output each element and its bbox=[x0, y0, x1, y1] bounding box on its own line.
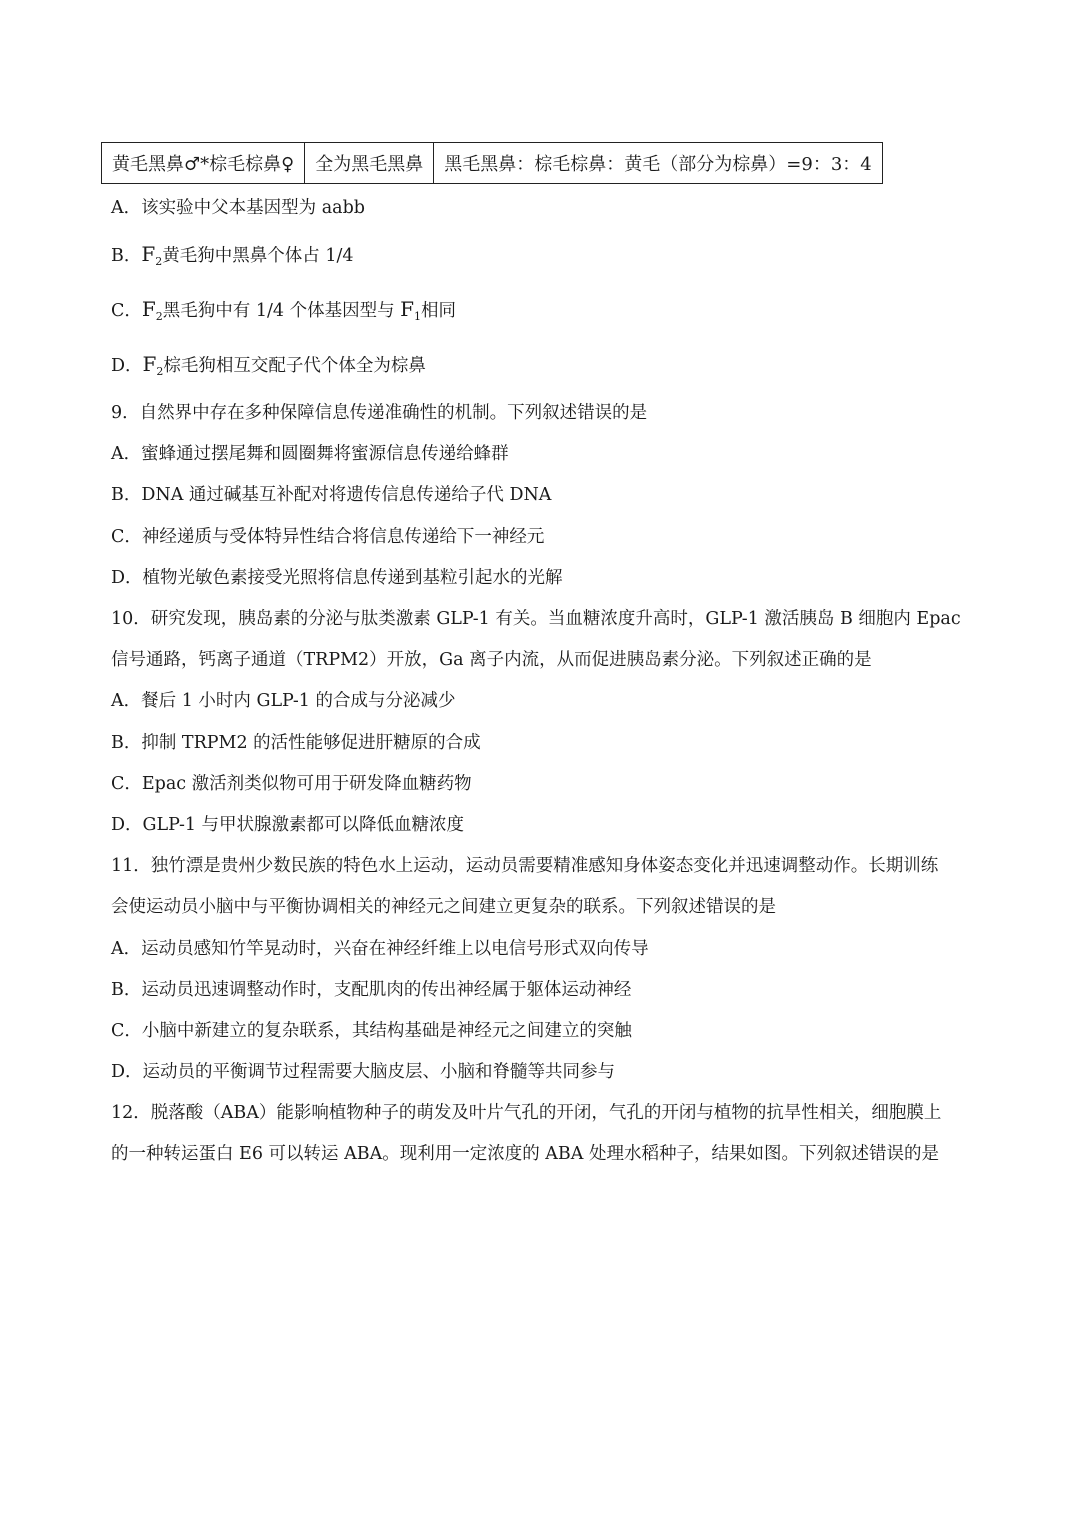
generation-symbol: F bbox=[400, 297, 415, 321]
generation-subscript: 1 bbox=[414, 310, 422, 323]
table-row bbox=[102, 143, 883, 184]
option-label: D． bbox=[111, 356, 143, 376]
q8-option-c bbox=[111, 297, 456, 323]
q11-option-a: A．运动员感知竹竿晃动时，兴奋在神经纤维上以电信号形式双向传导 bbox=[111, 939, 649, 959]
generation-symbol: F bbox=[141, 242, 156, 266]
q8-option-a bbox=[111, 196, 365, 220]
q9-stem: 9．自然界中存在多种保障信息传递准确性的机制。下列叙述错误的是 bbox=[111, 403, 648, 423]
q9-option-a: A．蜜蜂通过摆尾舞和圆圈舞将蜜源信息传递给蜂群 bbox=[111, 444, 509, 464]
option-text-tail: 相同 bbox=[421, 301, 457, 321]
q11-option-b: B．运动员迅速调整动作时，支配肌肉的传出神经属于躯体运动神经 bbox=[111, 980, 632, 1000]
f1-cell: 全为黑毛黑鼻 bbox=[305, 143, 434, 184]
generation-subscript: 2 bbox=[155, 310, 163, 323]
option-text: 棕毛狗相互交配子代个体全为棕鼻 bbox=[163, 356, 426, 376]
q11-stem-line1: 11．独竹漂是贵州少数民族的特色水上运动，运动员需要精准感知身体姿态变化并迅速调整动作。长期训练 bbox=[111, 856, 939, 876]
q10-option-c: C．Epac 激活剂类似物可用于研发降血糖药物 bbox=[111, 774, 472, 794]
q12-stem-line2: 的一种转运蛋白 E6 可以转运 ABA。现利用一定浓度的 ABA 处理水稻种子，结果如图。下列叙述错误的是 bbox=[111, 1144, 939, 1164]
q10-stem-line2: 信号通路，钙离子通道（TRPM2）开放，Ga 离子内流，从而促进胰岛素分泌。下列叙述正确的是 bbox=[111, 650, 872, 670]
option-label: B． bbox=[111, 246, 142, 266]
option-text: 该实验中父本基因型为 aabb bbox=[141, 198, 365, 218]
q10-stem-line1: 10．研究发现，胰岛素的分泌与肽类激素 GLP-1 有关。当血糖浓度升高时，GLP-1 激活胰岛 B 细胞内 Epac bbox=[111, 609, 961, 629]
q11-option-c: C．小脑中新建立的复杂联系，其结构基础是神经元之间建立的突触 bbox=[111, 1021, 632, 1041]
generation-symbol: F bbox=[141, 297, 156, 321]
option-label: A． bbox=[111, 198, 142, 218]
q9-option-b: B．DNA 通过碱基互补配对将遗传信息传递给子代 DNA bbox=[111, 485, 552, 505]
q11-option-d: D．运动员的平衡调节过程需要大脑皮层、小脑和脊髓等共同参与 bbox=[111, 1062, 616, 1082]
cross-cell: 黄毛黑鼻♂*棕毛棕鼻♀ bbox=[102, 143, 305, 184]
option-label: C． bbox=[111, 301, 142, 321]
q11-stem-line2: 会使运动员小脑中与平衡协调相关的神经元之间建立更复杂的联系。下列叙述错误的是 bbox=[111, 897, 776, 917]
q8-option-d bbox=[111, 352, 426, 378]
q12-stem-line1: 12．脱落酸（ABA）能影响植物种子的萌发及叶片气孔的开闭，气孔的开闭与植物的抗旱性相关，细胞膜上 bbox=[111, 1103, 942, 1123]
q9-option-d: D．植物光敏色素接受光照将信息传递到基粒引起水的光解 bbox=[111, 568, 563, 588]
generation-subscript: 2 bbox=[155, 255, 163, 268]
q10-option-a: A．餐后 1 小时内 GLP-1 的合成与分泌减少 bbox=[111, 691, 456, 711]
q8-option-b bbox=[111, 242, 354, 268]
generation-symbol: F bbox=[142, 352, 157, 376]
option-text: 黄毛狗中黑鼻个体占 1/4 bbox=[162, 246, 354, 266]
generation-subscript: 2 bbox=[156, 365, 164, 378]
option-text: 黑毛狗中有 1/4 个体基因型与 bbox=[162, 301, 401, 321]
cross-result-table bbox=[101, 142, 883, 184]
q10-option-b: B．抑制 TRPM2 的活性能够促进肝糖原的合成 bbox=[111, 733, 481, 753]
q10-option-d: D．GLP-1 与甲状腺激素都可以降低血糖浓度 bbox=[111, 815, 465, 835]
f2-cell: 黑毛黑鼻：棕毛棕鼻：黄毛（部分为棕鼻）=9：3：4 bbox=[434, 143, 882, 184]
q9-option-c: C．神经递质与受体特异性结合将信息传递给下一神经元 bbox=[111, 527, 545, 547]
